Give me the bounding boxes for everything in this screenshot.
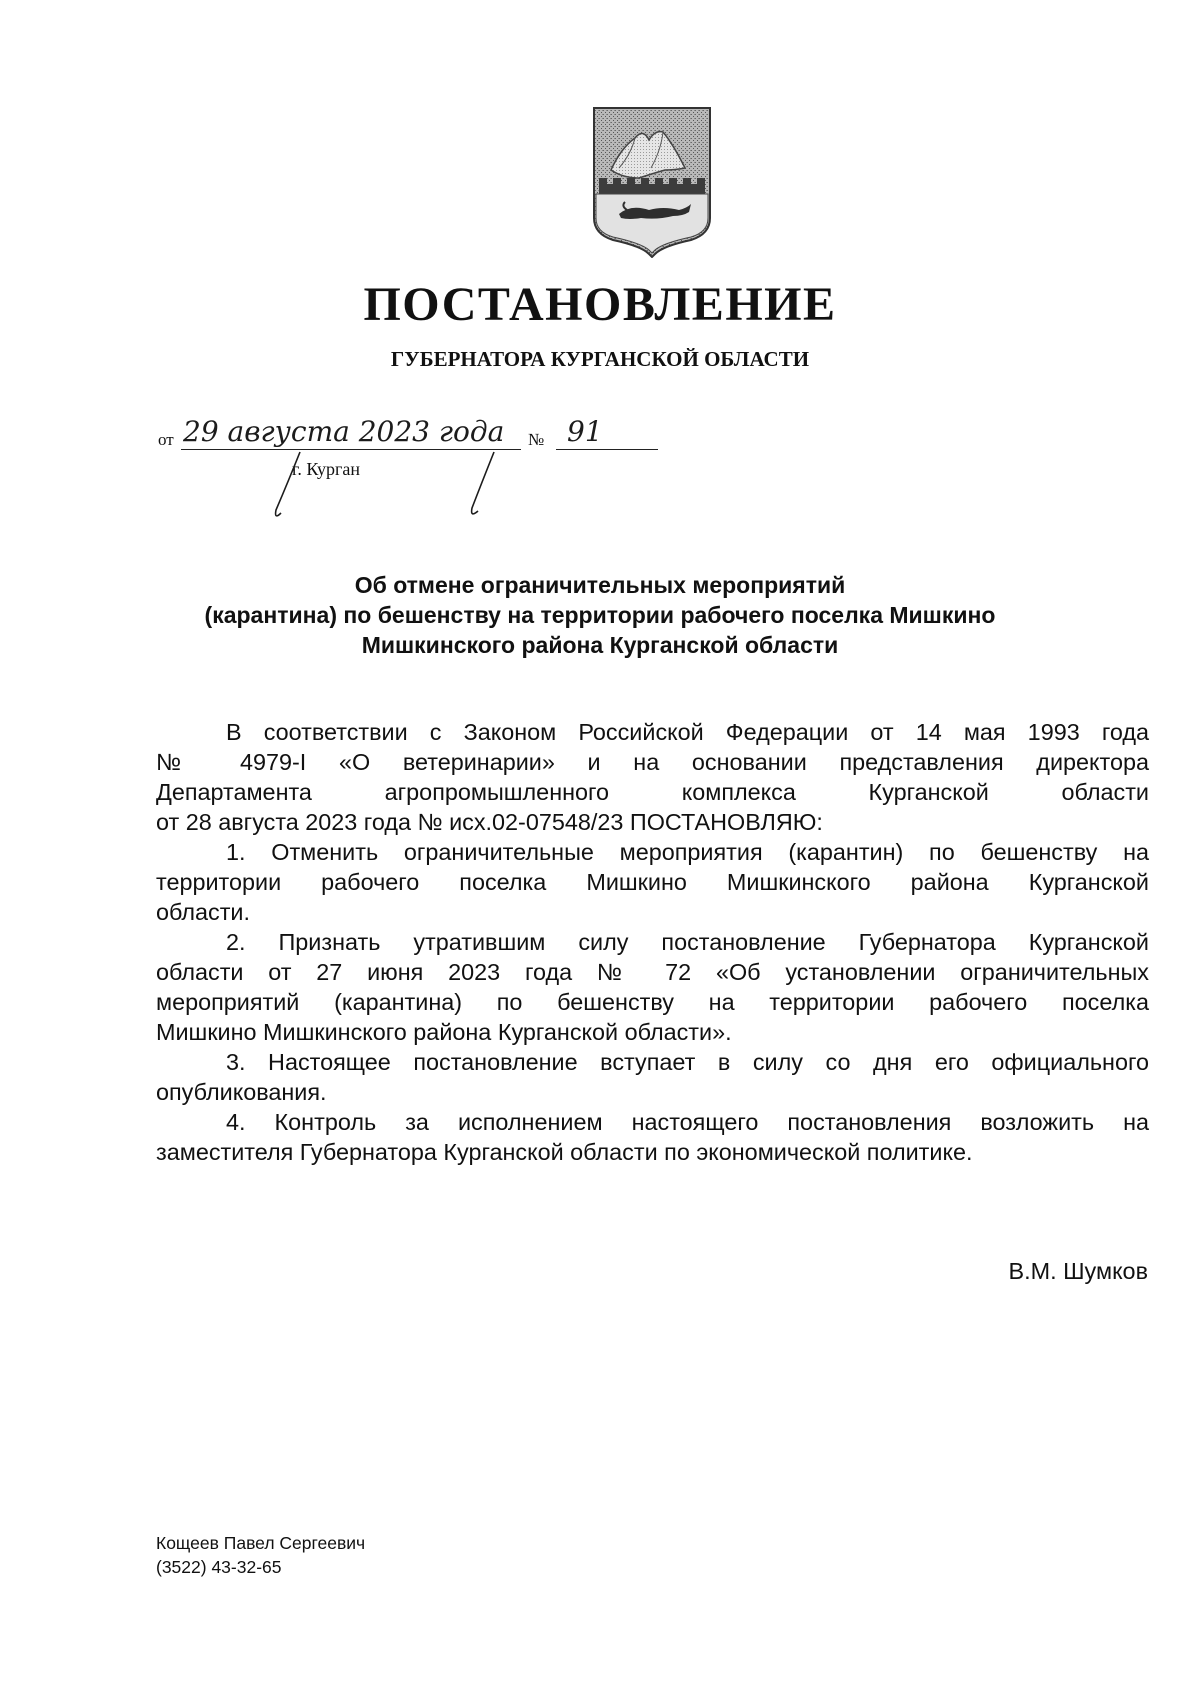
item-4-line-1: 4. Контроль за исполнением настоящего постановления возложить на [226, 1109, 1149, 1135]
item-4-line-2: заместителя Губернатора Курганской области по экономической политике. [156, 1139, 973, 1165]
handwritten-number: 91 [567, 415, 603, 448]
executor-phone: (3522) 43-32-65 [156, 1557, 282, 1577]
preamble-line-2: № 4979-I «О ветеринарии» и на основании представления директора [156, 749, 1149, 775]
document-title: ПОСТАНОВЛЕНИЕ [363, 278, 837, 331]
issuer-subtitle: ГУБЕРНАТОРА КУРГАНСКОЙ ОБЛАСТИ [390, 347, 810, 371]
handwritten-date: 29 августа 2023 года [183, 415, 505, 448]
item-1-line-3: области. [156, 899, 250, 925]
heading-line-1: Об отмене ограничительных мероприятий [354, 572, 846, 598]
heading-line-2: (карантина) по бешенству на территории рабочего поселка Мишкино [204, 602, 996, 628]
signatory-name: В.М. Шумков [1008, 1258, 1148, 1284]
item-1-line-2: территории рабочего поселка Мишкино Мишкинского района Курганской [156, 869, 1149, 895]
item-2-line-3: мероприятий (карантина) по бешенству на территории рабочего поселка [156, 989, 1149, 1015]
resolution-body [156, 717, 1149, 1167]
item-1-line-1: 1. Отменить ограничительные мероприятия (карантин) по бешенству на [226, 839, 1149, 865]
item-3-line-1: 3. Настоящее постановление вступает в силу со дня его официального [226, 1049, 1149, 1075]
date-prefix-label: от [158, 430, 174, 449]
preamble-line-1: В соответствии с Законом Российской Федерации от 14 мая 1993 года [226, 719, 1149, 745]
number-prefix-label: № [528, 430, 545, 449]
preamble-line-4: от 28 августа 2023 года № исх.02-07548/23 ПОСТАНОВЛЯЮ: [156, 809, 823, 835]
item-2-line-1: 2. Признать утратившим силу постановление Губернатора Курганской [226, 929, 1149, 955]
item-3-line-2: опубликования. [156, 1079, 327, 1105]
resolution-heading [150, 570, 1050, 660]
executor-name: Кощеев Павел Сергеевич [156, 1533, 366, 1553]
heading-line-3: Мишкинского района Курганской области [361, 632, 839, 658]
item-2-line-2: области от 27 июня 2023 года № 72 «Об установлении ограничительных [156, 959, 1149, 985]
city-label: г. Курган [292, 459, 361, 479]
item-2-line-4: Мишкино Мишкинского района Курганской области». [156, 1019, 732, 1045]
preamble-line-3: Департамента агропромышленного комплекса Курганской области [156, 779, 1149, 805]
executor-contact [156, 1531, 365, 1579]
